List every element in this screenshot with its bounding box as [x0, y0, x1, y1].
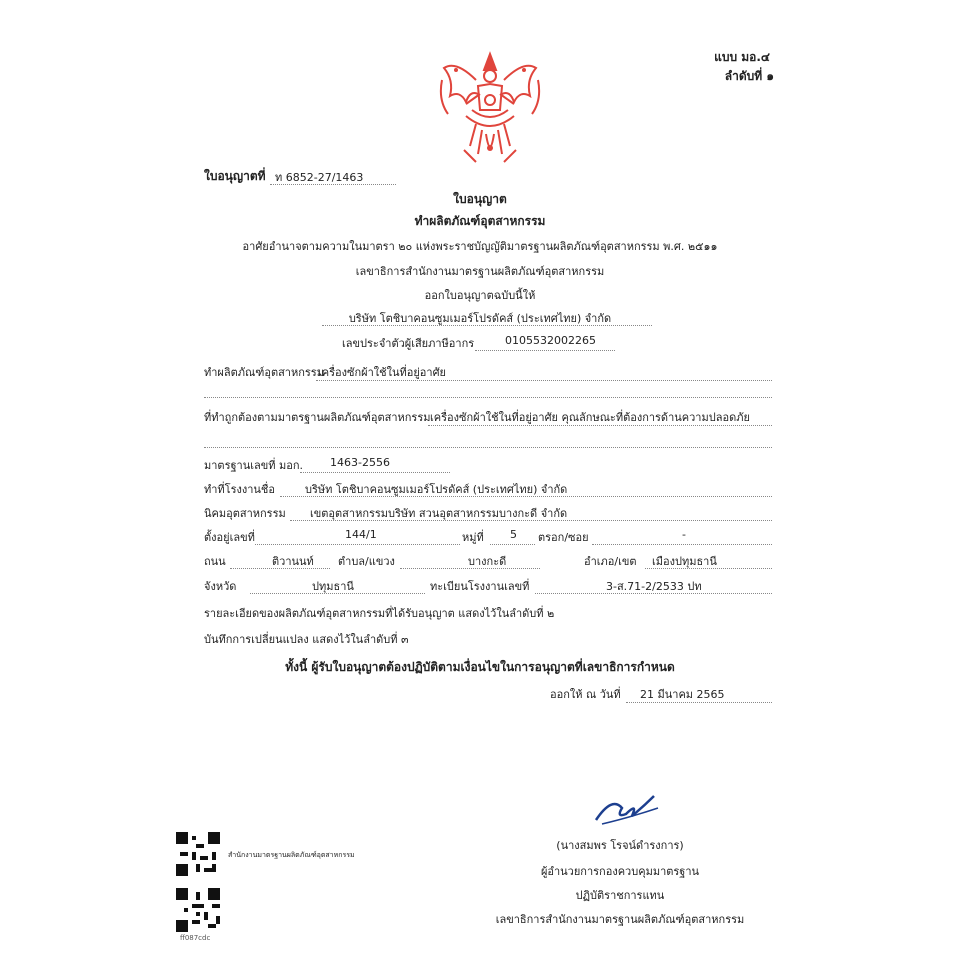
factory-label: ทำที่โรงงานชื่อ: [204, 483, 276, 496]
subdistrict-value: บางกะดี: [468, 555, 507, 568]
signer-secretary: เลขาธิการสำนักงานมาตรฐานผลิตภัณฑ์อุตสาหกรรม: [495, 913, 745, 926]
factory-reg-line: [535, 593, 772, 594]
standard-no-label: มาตรฐานเลขที่ มอก.: [204, 459, 304, 472]
issue-date-value: 21 มีนาคม 2565: [640, 688, 725, 701]
factory-line: [280, 496, 772, 497]
province-value: ปทุมธานี: [312, 580, 354, 593]
signer-name: (นางสมพร โรจน์ดำรงการ): [556, 839, 684, 852]
address-label: ตั้งอยู่เลขที่: [204, 531, 255, 544]
authority-line: อาศัยอำนาจตามความในมาตรา ๒๐ แห่งพระราชบัญญัติมาตรฐานผลิตภัณฑ์อุตสาหกรรม พ.ศ. ๒๕๑๑: [242, 240, 718, 253]
road-label: ถนน: [204, 555, 226, 568]
moo-label: หมู่ที่: [462, 531, 484, 544]
product-line: [316, 380, 772, 381]
road-value: ติวานนท์: [272, 555, 314, 568]
company-name: บริษัท โตชิบาคอนซูมเมอร์โปรดัคส์ (ประเทศไทย) จำกัด: [348, 312, 612, 325]
qr-code-top[interactable]: [176, 832, 220, 876]
soi-line: [592, 544, 772, 545]
standard-no-value: 1463-2556: [330, 456, 390, 469]
soi-label: ตรอก/ซอย: [538, 531, 589, 544]
company-line: [322, 325, 652, 326]
product-value: เครื่องซักผ้าใช้ในที่อยู่อาศัย: [318, 366, 446, 379]
signer-acting: ปฏิบัติราชการแทน: [575, 889, 665, 902]
moo-line: [490, 544, 535, 545]
note-change: บันทึกการเปลี่ยนแปลง แสดงไว้ในลำดับที่ ๓: [204, 633, 409, 646]
tax-id-label: เลขประจำตัวผู้เสียภาษีอากร: [342, 337, 475, 350]
blank-line-1: [204, 397, 772, 398]
standard-desc-line: [428, 425, 772, 426]
document-title: ใบอนุญาต: [453, 192, 507, 206]
subdistrict-line: [400, 568, 540, 569]
license-number-line: [270, 184, 396, 185]
factory-reg-value: 3-ส.71-2/2533 ปท: [606, 580, 702, 593]
license-number-label: ใบอนุญาตที่: [204, 169, 266, 183]
document-code: ff087cdc: [180, 934, 211, 942]
address-value: 144/1: [345, 528, 377, 541]
estate-line: [290, 520, 772, 521]
address-line: [255, 544, 460, 545]
district-value: เมืองปทุมธานี: [652, 555, 717, 568]
issue-line: ออกใบอนุญาตฉบับนี้ให้: [424, 289, 536, 302]
subdistrict-label: ตำบล/แขวง: [338, 555, 395, 568]
qr-code-bottom[interactable]: [176, 888, 220, 932]
standard-no-line: [300, 472, 450, 473]
estate-value: เขตอุตสาหกรรมบริษัท สวนอุตสาหกรรมบางกะดี จำกัด: [310, 507, 568, 520]
signature-image: [592, 788, 662, 828]
issue-date-label: ออกให้ ณ วันที่: [550, 688, 621, 701]
factory-value: บริษัท โตชิบาคอนซูมเมอร์โปรดัคส์ (ประเทศไทย) จำกัด: [305, 483, 568, 496]
secretary-line: เลขาธิการสำนักงานมาตรฐานผลิตภัณฑ์อุตสาหกรรม: [355, 265, 605, 278]
soi-value: -: [682, 528, 686, 541]
sequence-number: ลำดับที่ ๑: [724, 69, 774, 83]
note-product: รายละเอียดของผลิตภัณฑ์อุตสาหกรรมที่ได้รับอนุญาต แสดงไว้ในลำดับที่ ๒: [204, 607, 555, 620]
garuda-emblem: [436, 50, 544, 168]
province-line: [250, 593, 425, 594]
road-line: [230, 568, 330, 569]
estate-label: นิคมอุตสาหกรรม: [204, 507, 286, 520]
office-footer-label: สำนักงานมาตรฐานผลิตภัณฑ์อุตสาหกรรม: [228, 851, 355, 859]
form-code: แบบ มอ.๔: [714, 50, 770, 64]
standard-desc-label: ที่ทำถูกต้องตามมาตรฐานผลิตภัณฑ์อุตสาหกรรม: [204, 411, 431, 424]
license-number-value: ท 6852-27/1463: [275, 171, 364, 184]
condition-text: ทั้งนี้ ผู้รับใบอนุญาตต้องปฏิบัติตามเงื่อนไขในการอนุญาตที่เลขาธิการกำหนด: [285, 660, 675, 674]
district-label: อำเภอ/เขต: [584, 555, 637, 568]
signer-position: ผู้อำนวยการกองควบคุมมาตรฐาน: [540, 865, 700, 878]
standard-desc-value: เครื่องซักผ้าใช้ในที่อยู่อาศัย คุณลักษณะที่ต้องการด้านความปลอดภัย: [430, 411, 750, 424]
factory-reg-label: ทะเบียนโรงงานเลขที่: [430, 580, 530, 593]
district-line: [645, 568, 772, 569]
province-label: จังหวัด: [204, 580, 237, 593]
issue-date-line: [626, 702, 772, 703]
document-subtitle: ทำผลิตภัณฑ์อุตสาหกรรม: [414, 214, 546, 228]
moo-value: 5: [510, 528, 517, 541]
tax-id-value: 0105532002265: [505, 334, 596, 347]
product-label: ทำผลิตภัณฑ์อุตสาหกรรม: [204, 366, 324, 379]
blank-line-2: [204, 447, 772, 448]
tax-id-line: [475, 350, 615, 351]
